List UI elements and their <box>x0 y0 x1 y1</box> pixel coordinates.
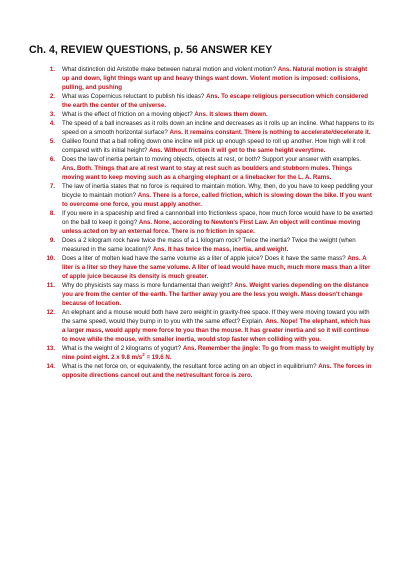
answer-text: Ans. Weight varies depending on the distance you are from the center of the earth. The farther away you are the less you weigh. Mass doesn't change because of location. <box>62 282 369 307</box>
answer-text: Ans. Both. Things that are at rest want to stay at rest such as boulders and stubborn mules. Things moving want to keep moving such as a charging elephant or a linebacker for the L. A. Rams. <box>62 165 353 182</box>
answer-calc <box>111 351 172 361</box>
answer-text: Ans. Without friction it will get to the same height everytime. <box>149 147 326 155</box>
question-text: What distinction did Aristotle make between natural motion and violent motion? <box>62 66 277 73</box>
question-item <box>29 183 374 210</box>
question-item <box>29 363 374 381</box>
answer-text: Ans. Nope! The elephant, which has a larger mass, would apply more force to you than the mouse. It has greater inertia and so it will continue to move while the mouse, with smaller inertia, would stop faster when colliding with you. <box>62 317 371 343</box>
question-text: Does a liter of molten lead have the same volume as a liter of apple juice? Does it have the same mass? <box>62 255 346 263</box>
question-text: Does a 2 kilogram rock have twice the mass of a 1 kilogram rock? Twice the inertia? Twice the weight (when measured in the same location)? <box>62 237 356 253</box>
question-text: What is the weight of 2 kilograms of yogurt? <box>62 344 182 352</box>
question-item <box>29 93 374 111</box>
question-number: 7. <box>49 183 55 191</box>
answer-calc-exponent: 2 <box>142 351 145 357</box>
question-text: What is the effect of friction on a moving object? <box>62 111 193 118</box>
question-item <box>29 282 374 309</box>
question-number: 12. <box>46 309 55 317</box>
question-number: 3. <box>49 111 55 118</box>
answer-calc-post: = 19.6 N. <box>144 353 172 361</box>
question-item <box>29 66 374 93</box>
question-text: An elephant and a mouse would both have zero weight in gravity-free space. If they were moving toward you with the same speed, would they bump in to you with the same effect? Explain. <box>62 309 370 325</box>
answer-text: Ans. It slows them down. <box>194 111 268 118</box>
question-number: 1. <box>49 66 55 73</box>
question-text: The law of inertia states that no force is required to maintain motion. Why, then, do you have to keep peddling your bicycle to maintain motion? <box>62 183 373 200</box>
answer-text: Ans. There is a force, called friction, which is slowing down the bike. If you want to overcome one force, you must apply another. <box>62 192 372 208</box>
question-number: 13. <box>46 344 55 352</box>
answer-text: Ans. It has twice the mass, inertia, and weight. <box>152 246 289 253</box>
question-text: Why do physicists say mass is more fundamental than weight? <box>62 282 233 290</box>
page-title: Ch. 4, REVIEW QUESTIONS, p. 56 ANSWER KEY <box>29 44 273 56</box>
answer-text: Ans. The forces in opposite directions cancel out and the net/resultant force is zero. <box>62 362 372 379</box>
question-number: 5. <box>49 138 55 146</box>
question-number: 2. <box>49 92 55 100</box>
question-item <box>29 237 374 255</box>
answer-text: Ans. Natural motion is straight up and down, light things want up and heavy things want down. Violent motion is imposed: collisions, pulling, and pushing <box>62 66 368 91</box>
answer-main: Ans. Remember the jingle: To go from mass to weight multiply by nine point eight. <box>62 344 374 361</box>
question-text: Galileo found that a ball rolling down one incline will pick up enough speed to roll up another. How high will it roll compared with its initial height? <box>62 138 366 155</box>
answer-text: Ans. A liter is a liter so they have the same volume. A liter of lead would have much, much more mass than a liter of apple juice because its density is much greater. <box>62 255 371 280</box>
question-text: If you were in a spaceship and fired a cannonball into frictionless space, how much force would have to be exerted on the ball to keep it going? <box>62 210 373 227</box>
question-text: What was Copernicus reluctant to publish his ideas? <box>62 92 205 100</box>
question-text: What is the net force on, or equivalently, the resultant force acting on an object in equilibrium? <box>62 362 317 370</box>
question-number: 11. <box>46 282 55 290</box>
question-item <box>29 138 374 156</box>
answer-text: Ans. It remains constant. There is nothing to accelerate/decelerate it. <box>169 129 371 137</box>
question-number: 9. <box>49 237 55 245</box>
answer-text: Ans. None, according to Newton's First Law. An object will continue moving unless acted on by an external force. There is no friction in space. <box>62 219 361 235</box>
question-number: 4. <box>49 120 55 128</box>
question-item <box>29 210 374 237</box>
answer-text: Ans. To escape religious persecution which considered the earth the center of the universe. <box>62 92 369 109</box>
question-number: 10. <box>46 255 55 263</box>
question-item <box>29 111 374 120</box>
question-item <box>29 345 374 363</box>
question-number: 14. <box>46 362 55 370</box>
question-item <box>29 156 374 183</box>
question-text: Does the law of inertia pertain to moving objects, objects at rest, or both? Support your answer with examples. <box>62 156 361 164</box>
question-number: 6. <box>49 156 55 164</box>
answer-calc-pre: 2 x 9.8 m/s <box>111 353 143 361</box>
question-item <box>29 120 374 138</box>
question-item <box>29 309 374 344</box>
question-number: 8. <box>49 210 55 218</box>
question-list <box>29 66 374 381</box>
question-item <box>29 255 374 282</box>
question-text: The speed of a ball increases as it rolls down an incline and decreases as it rolls up an incline. What happens to its speed on a smooth horizontal surface? <box>62 120 374 137</box>
